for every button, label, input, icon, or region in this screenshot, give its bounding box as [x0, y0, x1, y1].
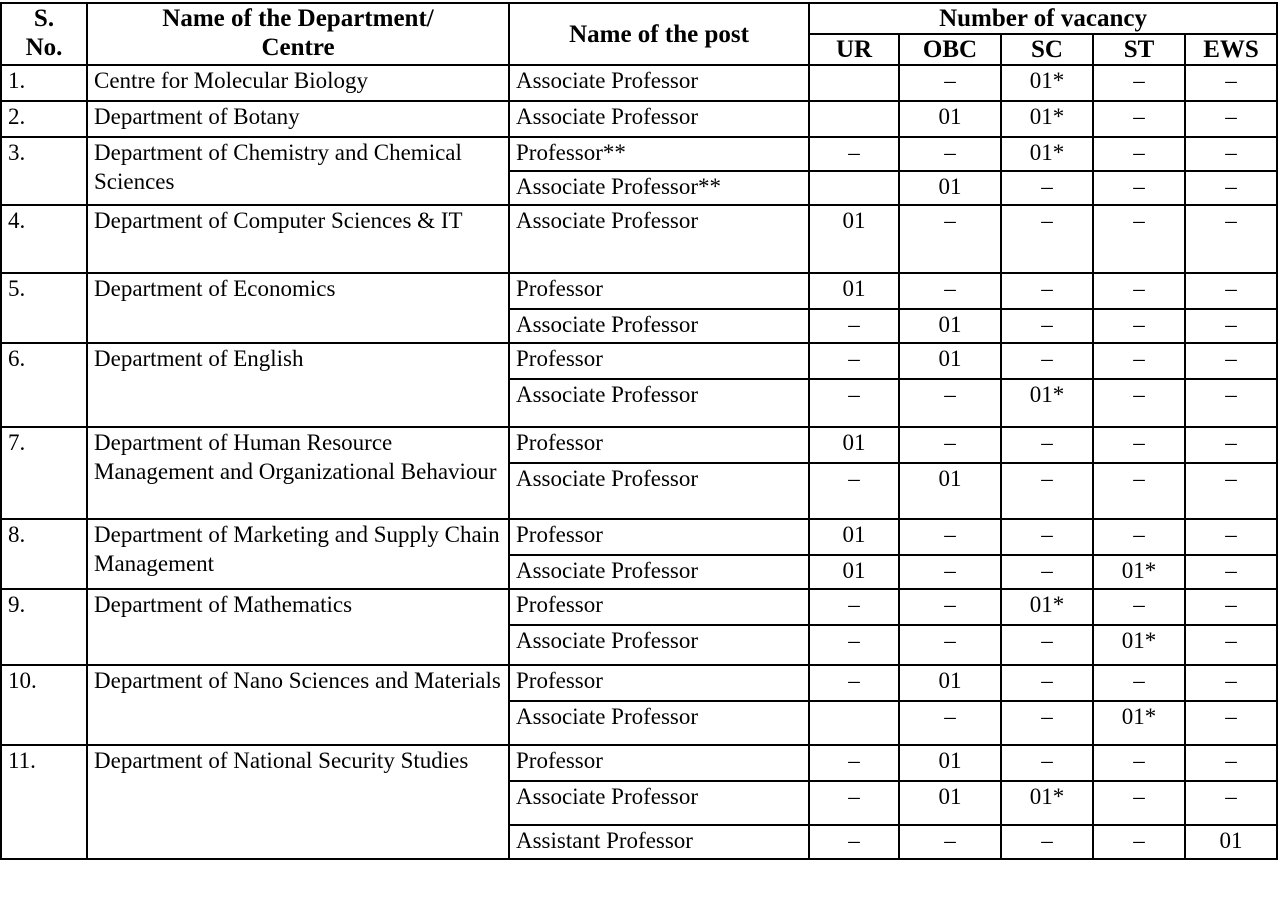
vacancy-st: – [1093, 665, 1185, 701]
vacancy-ur: – [809, 137, 899, 171]
vacancy-sc: – [1001, 309, 1093, 343]
post-name: Professor [509, 343, 809, 379]
table-row [1, 65, 1277, 101]
vacancy-ur [809, 171, 899, 205]
vacancy-sc: 01* [1001, 65, 1093, 101]
post-name: Professor [509, 745, 809, 781]
post-name: Associate Professor** [509, 171, 809, 205]
vacancy-st: – [1093, 781, 1185, 825]
vacancy-ur: 01 [809, 205, 899, 273]
vacancy-ews: – [1185, 519, 1277, 555]
vacancy-sc: – [1001, 171, 1093, 205]
vacancy-ur: – [809, 309, 899, 343]
vacancy-ews: – [1185, 463, 1277, 519]
vacancy-ur: 01 [809, 273, 899, 309]
vacancy-ur: – [809, 781, 899, 825]
table-body [1, 65, 1277, 859]
vacancy-obc: 01 [899, 343, 1001, 379]
department-name: Department of Botany [87, 101, 509, 137]
vacancy-sc: – [1001, 665, 1093, 701]
vacancy-sc: 01* [1001, 781, 1093, 825]
department-name: Department of Mathematics [87, 589, 509, 665]
vacancy-sc: – [1001, 463, 1093, 519]
vacancy-obc: – [899, 273, 1001, 309]
vacancy-ews: – [1185, 309, 1277, 343]
serial-number: 3. [1, 137, 87, 205]
serial-number: 6. [1, 343, 87, 427]
department-name: Department of Computer Sciences & IT [87, 205, 509, 273]
vacancy-sc: 01* [1001, 589, 1093, 625]
post-name: Associate Professor [509, 309, 809, 343]
table-row [1, 745, 1277, 781]
vacancy-sc: 01* [1001, 137, 1093, 171]
department-name: Department of Economics [87, 273, 509, 343]
vacancy-ews: – [1185, 745, 1277, 781]
department-name: Department of Chemistry and Chemical Sciences [87, 137, 509, 205]
vacancy-ews: – [1185, 205, 1277, 273]
vacancy-sc: – [1001, 701, 1093, 745]
vacancy-st: – [1093, 309, 1185, 343]
post-name: Professor [509, 427, 809, 463]
post-name: Associate Professor [509, 65, 809, 101]
serial-number: 7. [1, 427, 87, 519]
vacancy-sc: 01* [1001, 101, 1093, 137]
vacancy-obc: 01 [899, 665, 1001, 701]
vacancy-st: – [1093, 463, 1185, 519]
vacancy-st: 01* [1093, 555, 1185, 589]
department-name: Department of English [87, 343, 509, 427]
department-name: Centre for Molecular Biology [87, 65, 509, 101]
table-row [1, 519, 1277, 555]
vacancy-obc: – [899, 137, 1001, 171]
header-ur: UR [809, 34, 899, 65]
post-name: Associate Professor [509, 701, 809, 745]
post-name: Associate Professor [509, 781, 809, 825]
vacancy-obc: 01 [899, 101, 1001, 137]
department-name: Department of Human Resource Management and Organizational Behaviour [87, 427, 509, 519]
vacancy-sc: – [1001, 555, 1093, 589]
vacancy-ews: – [1185, 665, 1277, 701]
header-post: Name of the post [509, 3, 809, 65]
vacancy-st: – [1093, 343, 1185, 379]
vacancy-ews: – [1185, 343, 1277, 379]
post-name: Associate Professor [509, 463, 809, 519]
vacancy-ur: – [809, 825, 899, 859]
vacancy-obc: – [899, 589, 1001, 625]
vacancy-st: – [1093, 825, 1185, 859]
vacancy-st: – [1093, 427, 1185, 463]
department-name: Department of Marketing and Supply Chain Management [87, 519, 509, 589]
serial-number: 1. [1, 65, 87, 101]
vacancy-sc: – [1001, 273, 1093, 309]
post-name: Associate Professor [509, 625, 809, 665]
post-name: Associate Professor [509, 101, 809, 137]
vacancy-obc: 01 [899, 781, 1001, 825]
vacancy-sc: 01* [1001, 379, 1093, 427]
vacancy-ur: – [809, 625, 899, 665]
post-name: Assistant Professor [509, 825, 809, 859]
vacancy-ews: – [1185, 379, 1277, 427]
header-st: ST [1093, 34, 1185, 65]
vacancy-obc: 01 [899, 171, 1001, 205]
department-name: Department of National Security Studies [87, 745, 509, 859]
header-obc: OBC [899, 34, 1001, 65]
serial-number: 8. [1, 519, 87, 589]
post-name: Professor [509, 665, 809, 701]
vacancy-ews: – [1185, 555, 1277, 589]
table-row [1, 589, 1277, 625]
serial-number: 9. [1, 589, 87, 665]
serial-number: 5. [1, 273, 87, 343]
header-ews: EWS [1185, 34, 1277, 65]
vacancy-ur: – [809, 745, 899, 781]
vacancy-ews: – [1185, 101, 1277, 137]
vacancy-st: 01* [1093, 625, 1185, 665]
vacancy-st: – [1093, 589, 1185, 625]
table-row [1, 665, 1277, 701]
vacancy-obc: 01 [899, 745, 1001, 781]
vacancy-ews: – [1185, 273, 1277, 309]
post-name: Professor [509, 273, 809, 309]
department-name: Department of Nano Sciences and Materials [87, 665, 509, 745]
vacancy-st: – [1093, 171, 1185, 205]
vacancy-obc: 01 [899, 463, 1001, 519]
serial-number: 11. [1, 745, 87, 859]
table-row [1, 101, 1277, 137]
serial-number: 2. [1, 101, 87, 137]
vacancy-ews: – [1185, 137, 1277, 171]
vacancy-st: – [1093, 205, 1185, 273]
vacancy-st: – [1093, 65, 1185, 101]
vacancy-st: – [1093, 745, 1185, 781]
vacancy-obc: – [899, 625, 1001, 665]
vacancy-obc: – [899, 701, 1001, 745]
vacancy-obc: – [899, 379, 1001, 427]
vacancy-ews: – [1185, 781, 1277, 825]
vacancy-ur: – [809, 463, 899, 519]
vacancy-sc: – [1001, 343, 1093, 379]
table-row [1, 205, 1277, 273]
vacancy-ews: – [1185, 589, 1277, 625]
vacancy-sc: – [1001, 825, 1093, 859]
serial-number: 10. [1, 665, 87, 745]
vacancy-sc: – [1001, 519, 1093, 555]
vacancy-ur [809, 701, 899, 745]
vacancy-obc: – [899, 519, 1001, 555]
vacancy-ur: – [809, 589, 899, 625]
vacancy-obc: – [899, 205, 1001, 273]
vacancy-table [0, 2, 1278, 860]
header-vacancy-group: Number of vacancy [809, 3, 1277, 34]
vacancy-obc: – [899, 65, 1001, 101]
post-name: Professor [509, 519, 809, 555]
vacancy-st: – [1093, 273, 1185, 309]
post-name: Professor** [509, 137, 809, 171]
vacancy-ur [809, 65, 899, 101]
vacancy-st: 01* [1093, 701, 1185, 745]
vacancy-st: – [1093, 379, 1185, 427]
post-name: Associate Professor [509, 205, 809, 273]
header-sno: S. No. [1, 3, 87, 65]
vacancy-obc: – [899, 555, 1001, 589]
vacancy-sc: – [1001, 745, 1093, 781]
vacancy-ur: 01 [809, 555, 899, 589]
post-name: Associate Professor [509, 379, 809, 427]
post-name: Associate Professor [509, 555, 809, 589]
vacancy-ur: 01 [809, 427, 899, 463]
serial-number: 4. [1, 205, 87, 273]
vacancy-st: – [1093, 101, 1185, 137]
table-row [1, 273, 1277, 309]
post-name: Professor [509, 589, 809, 625]
vacancy-ur: – [809, 665, 899, 701]
vacancy-ews: – [1185, 171, 1277, 205]
header-sc: SC [1001, 34, 1093, 65]
vacancy-ews: – [1185, 701, 1277, 745]
header-department: Name of the Department/ Centre [87, 3, 509, 65]
vacancy-ur: – [809, 379, 899, 427]
vacancy-ur [809, 101, 899, 137]
table-header [1, 3, 1277, 65]
vacancy-ews: – [1185, 427, 1277, 463]
vacancy-sc: – [1001, 625, 1093, 665]
vacancy-ur: – [809, 343, 899, 379]
vacancy-ur: 01 [809, 519, 899, 555]
table-row [1, 343, 1277, 379]
vacancy-obc: – [899, 825, 1001, 859]
vacancy-ews: – [1185, 65, 1277, 101]
vacancy-sc: – [1001, 427, 1093, 463]
vacancy-st: – [1093, 519, 1185, 555]
vacancy-obc: 01 [899, 309, 1001, 343]
vacancy-obc: – [899, 427, 1001, 463]
vacancy-ews: – [1185, 625, 1277, 665]
vacancy-sc: – [1001, 205, 1093, 273]
vacancy-st: – [1093, 137, 1185, 171]
table-row [1, 137, 1277, 171]
table-row [1, 427, 1277, 463]
vacancy-ews: 01 [1185, 825, 1277, 859]
